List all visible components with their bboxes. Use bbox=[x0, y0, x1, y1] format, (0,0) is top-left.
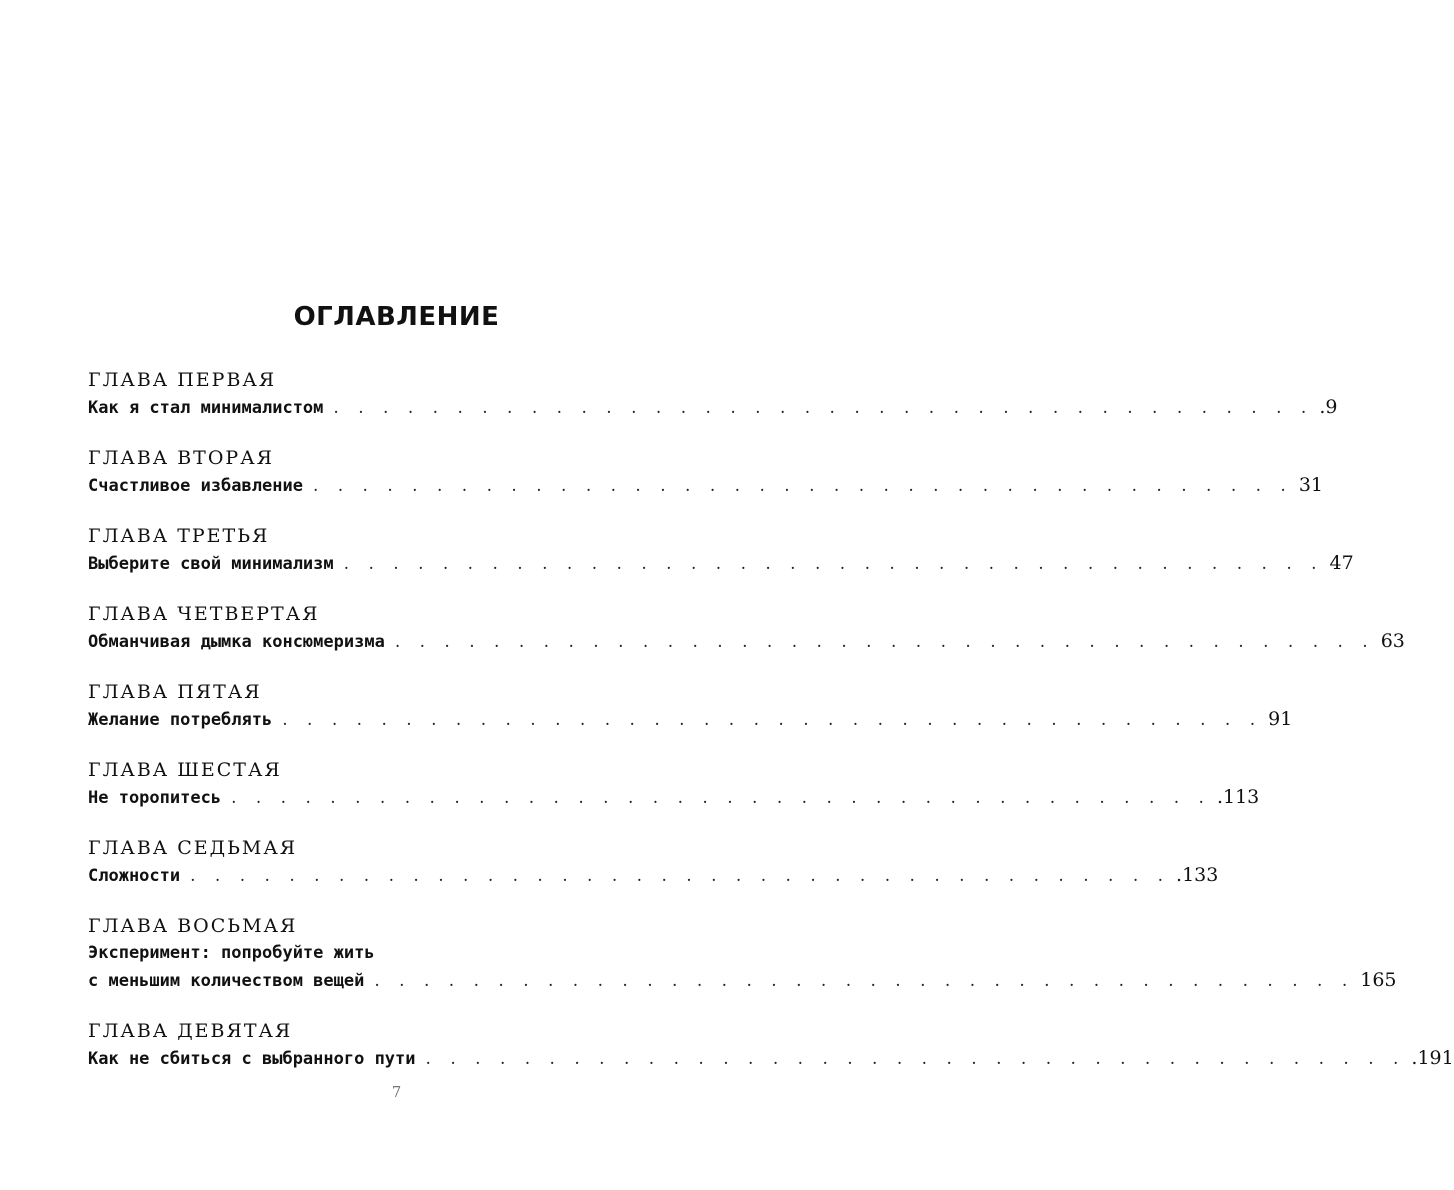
page-number: 91 bbox=[1268, 708, 1293, 730]
page-number: 47 bbox=[1329, 552, 1354, 574]
toc-chapter-6 bbox=[88, 757, 1260, 810]
chapter-title: Как не сбиться с выбранного пути bbox=[88, 1049, 416, 1069]
toc-chapter-1 bbox=[88, 367, 1338, 420]
dot-leader: . . . . . . . . . . . . . . . . . . . . . . . . . . . . . . . . . . . . . . . . bbox=[394, 632, 1375, 652]
toc-chapter-8 bbox=[88, 913, 1397, 993]
chapter-title: Как я стал минималистом bbox=[88, 398, 324, 418]
toc-entry[interactable] bbox=[88, 967, 1397, 993]
page-title: ОГЛАВЛЕНИЕ bbox=[293, 302, 500, 332]
toc-chapter-9 bbox=[88, 1018, 1454, 1071]
chapter-label: ГЛАВА СЕДЬМАЯ bbox=[88, 837, 298, 859]
dot-leader: . . . . . . . . . . . . . . . . . . . . . . . . . . . . . . . . . . . . . . . . bbox=[282, 710, 1263, 730]
table-of-contents bbox=[88, 367, 1454, 1071]
toc-chapter-7 bbox=[88, 835, 1219, 888]
chapter-title-line-1[interactable]: Эксперимент: попробуйте жить bbox=[88, 943, 375, 963]
chapter-title: Сложности bbox=[88, 866, 181, 886]
chapter-title: Обманчивая дымка консюмеризма bbox=[88, 632, 385, 652]
dot-leader: . . . . . . . . . . . . . . . . . . . . . . . . . . . . . . . . . . . . . . . . bbox=[343, 554, 1324, 574]
chapter-label: ГЛАВА ТРЕТЬЯ bbox=[88, 525, 270, 547]
dot-leader: . . . . . . . . . . . . . . . . . . . . . . . . . . . . . . . . . . . . . . . . bbox=[231, 788, 1211, 808]
dot-leader: . . . . . . . . . . . . . . . . . . . . . . . . . . . . . . . . . . . . . . . . bbox=[190, 866, 1171, 886]
toc-entry[interactable] bbox=[88, 628, 1405, 654]
dot-leader: . . . . . . . . . . . . . . . . . . . . . . . . . . . . . . . . . . . . . . . . bbox=[425, 1049, 1406, 1069]
chapter-label: ГЛАВА ЧЕТВЕРТАЯ bbox=[88, 603, 320, 625]
page-number: .9 bbox=[1319, 396, 1338, 418]
chapter-title: с меньшим количеством вещей bbox=[88, 971, 365, 991]
dot-leader: . . . . . . . . . . . . . . . . . . . . . . . . . . . . . . . . . . . . . . . . bbox=[312, 476, 1293, 496]
page-number: 165 bbox=[1360, 969, 1397, 991]
page-folio: 7 bbox=[391, 1083, 402, 1101]
chapter-label: ГЛАВА ДЕВЯТАЯ bbox=[88, 1020, 293, 1042]
toc-entry[interactable] bbox=[88, 862, 1219, 888]
toc-entry[interactable] bbox=[88, 1045, 1454, 1071]
chapter-label: ГЛАВА ВТОРАЯ bbox=[88, 447, 274, 469]
toc-entry[interactable] bbox=[88, 550, 1354, 576]
page-number: 63 bbox=[1380, 630, 1405, 652]
page-number: 31 bbox=[1298, 474, 1324, 496]
toc-entry[interactable] bbox=[88, 784, 1260, 810]
toc-entry[interactable] bbox=[88, 394, 1338, 420]
toc-chapter-3 bbox=[88, 523, 1354, 576]
toc-chapter-2 bbox=[88, 445, 1324, 498]
page-number: .133 bbox=[1176, 864, 1219, 886]
chapter-label: ГЛАВА ШЕСТАЯ bbox=[88, 759, 282, 781]
dot-leader: . . . . . . . . . . . . . . . . . . . . . . . . . . . . . . . . . . . . . . . . bbox=[333, 398, 1314, 418]
page-number: .191 bbox=[1411, 1047, 1454, 1069]
toc-chapter-4 bbox=[88, 601, 1405, 654]
chapter-title: Желание потреблять bbox=[88, 710, 273, 730]
chapter-label: ГЛАВА ПЯТАЯ bbox=[88, 681, 262, 703]
toc-entry[interactable] bbox=[88, 706, 1293, 732]
chapter-title: Счастливое избавление bbox=[88, 476, 303, 496]
toc-entry[interactable] bbox=[88, 472, 1324, 498]
chapter-label: ГЛАВА ПЕРВАЯ bbox=[88, 369, 277, 391]
toc-chapter-5 bbox=[88, 679, 1293, 732]
chapter-title: Выберите свой минимализм bbox=[88, 554, 334, 574]
dot-leader: . . . . . . . . . . . . . . . . . . . . . . . . . . . . . . . . . . . . . . . . bbox=[374, 971, 1355, 991]
chapter-title: Не торопитесь bbox=[88, 788, 222, 808]
chapter-label: ГЛАВА ВОСЬМАЯ bbox=[88, 915, 298, 937]
page-number: .113 bbox=[1216, 786, 1260, 808]
